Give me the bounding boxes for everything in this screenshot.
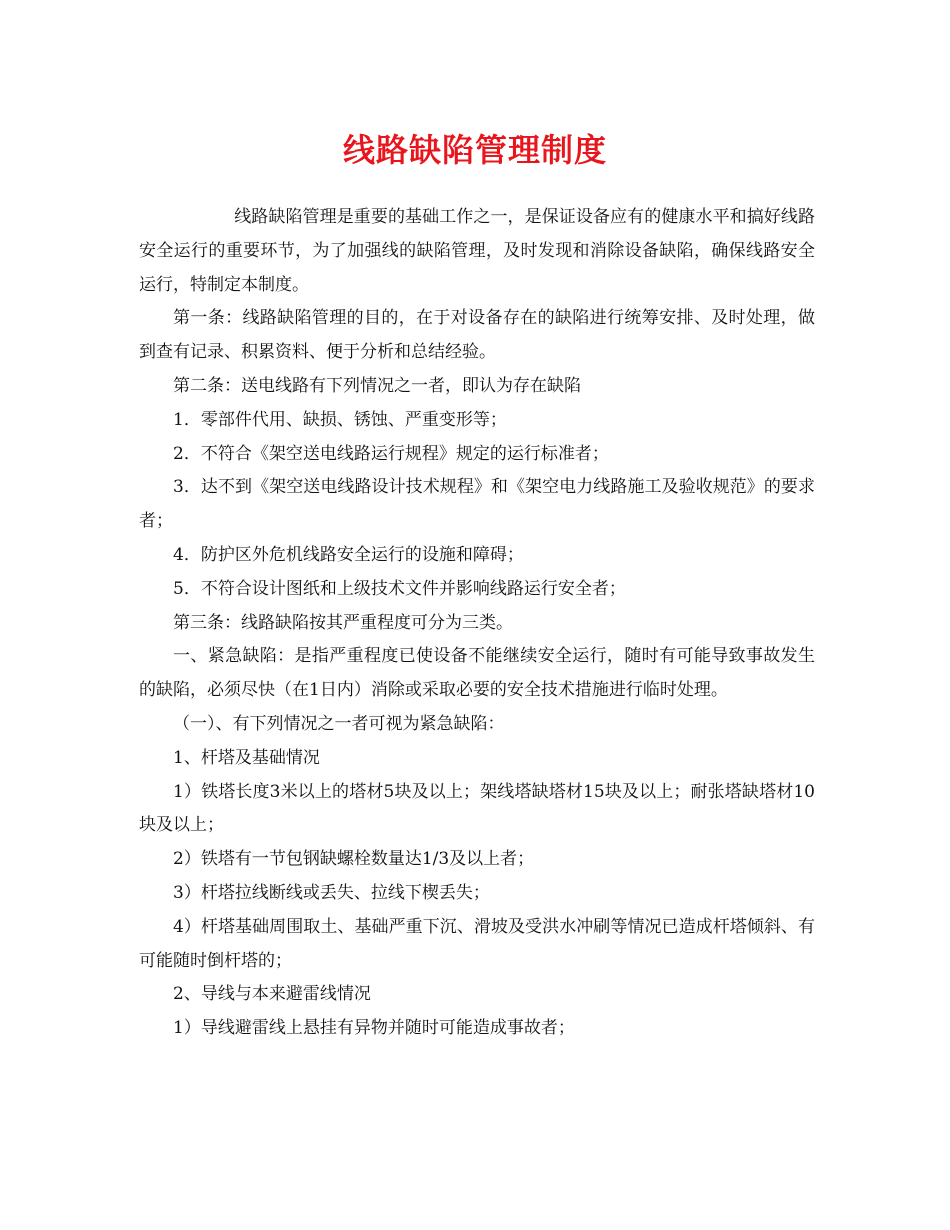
urgent-defect-definition: 一、紧急缺陷：是指严重程度已使设备不能继续安全运行，随时有可能导致事故发生的缺陷，必须尽快（在1日内）消除或采取必要的安全技术措施进行临时处理。	[139, 646, 815, 701]
subsection-heading: 1、杆塔及基础情况	[173, 747, 320, 768]
document-body	[139, 201, 815, 1046]
list-item: 1）铁塔长度3米以上的塔材5块及以上；架线塔缺塔材15块及以上；耐张塔缺塔材10块及以上；	[139, 781, 815, 836]
article-2: 第二条：送电线路有下列情况之一者，即认为存在缺陷	[173, 375, 581, 396]
list-item: 3）杆塔拉线断线或丢失、拉线下楔丢失；	[173, 882, 490, 903]
list-item: 4）杆塔基础周围取土、基础严重下沉、滑坡及受洪水冲刷等情况已造成杆塔倾斜、有可能随时倒杆塔的；	[139, 916, 815, 971]
list-item: 2．不符合《架空送电线路运行规程》规定的运行标准者；	[173, 443, 609, 464]
list-item: 3．达不到《架空送电线路设计技术规程》和《架空电力线路施工及验收规范》的要求者；	[139, 477, 815, 532]
list-item: 1）导线避雷线上悬挂有异物并随时可能造成事故者；	[173, 1018, 575, 1039]
section-heading: （一）、有下列情况之一者可视为紧急缺陷：	[173, 713, 505, 734]
list-item: 1．零部件代用、缺损、锈蚀、严重变形等；	[173, 409, 507, 430]
list-item: 5．不符合设计图纸和上级技术文件并影响线路运行安全者；	[173, 578, 626, 599]
intro-paragraph: 线路缺陷管理是重要的基础工作之一，是保证设备应有的健康水平和搞好线路安全运行的重要环节，为了加强线的缺陷管理，及时发现和消除设备缺陷，确保线路安全运行，特制定本制度。	[139, 207, 815, 295]
document-title: 线路缺陷管理制度	[342, 131, 607, 169]
article-3: 第三条：线路缺陷按其严重程度可分为三类。	[173, 612, 513, 633]
subsection-heading: 2、导线与本来避雷线情况	[173, 984, 371, 1005]
list-item: 4．防护区外危机线路安全运行的设施和障碍；	[173, 544, 524, 565]
list-item: 2）铁塔有一节包钢缺螺栓数量达1/3及以上者；	[173, 849, 535, 870]
article-1: 第一条：线路缺陷管理的目的，在于对设备存在的缺陷进行统筹安排、及时处理，做到查有记录、积累资料、便于分析和总结经验。	[139, 308, 815, 363]
